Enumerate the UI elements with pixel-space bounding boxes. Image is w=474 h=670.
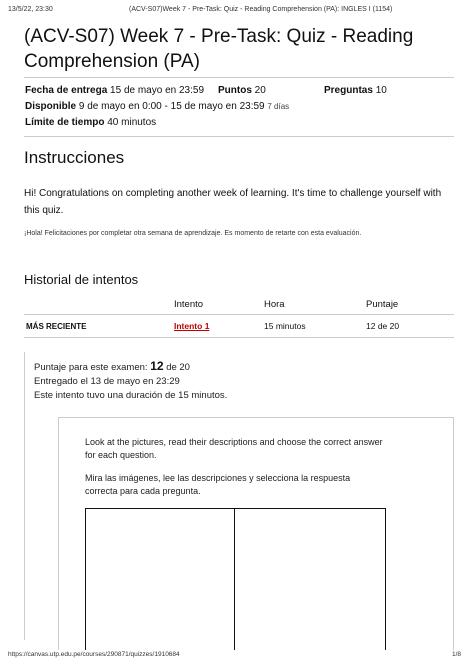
questions (324, 85, 387, 96)
divider (24, 136, 454, 137)
attempt-score: 12 de 20 (366, 315, 454, 338)
attempt-time: 15 minutos (264, 315, 366, 338)
column-header-label (24, 294, 174, 315)
print-page-title: (ACV-S07)Week 7 - Pre-Task: Quiz - Reading Comprehension (PA): INGLES I (1154) (129, 6, 393, 13)
summary-border (24, 352, 25, 640)
history-heading: Historial de intentos (24, 272, 139, 287)
availability (25, 101, 289, 112)
questions-value: 10 (375, 85, 387, 96)
attempt-duration: Este intento tuvo una duración de 15 minutos. (34, 390, 228, 401)
questions-label: Preguntas (324, 85, 373, 96)
points-label: Puntos (218, 85, 252, 96)
time-limit (25, 117, 156, 128)
due-label: Fecha de entrega (25, 85, 108, 96)
row-label: MÁS RECIENTE (24, 315, 174, 338)
print-datetime: 13/5/22, 23:30 (8, 6, 53, 13)
points (218, 85, 266, 96)
available-label: Disponible (25, 101, 77, 112)
table-row (24, 315, 454, 338)
column-header-time: Hora (264, 294, 366, 315)
column-header-score: Puntaje (366, 294, 454, 315)
history-header-row (24, 294, 454, 315)
time-limit-value: 40 minutos (107, 117, 157, 128)
column-header-attempt: Intento (174, 294, 264, 315)
score-summary (34, 359, 190, 373)
due-value: 15 de mayo en 23:59 (110, 85, 205, 96)
picture-table-divider (234, 508, 235, 650)
time-limit-label: Límite de tiempo (25, 117, 105, 128)
points-value: 20 (254, 85, 266, 96)
page-title: (ACV-S07) Week 7 - Pre-Task: Quiz - Reading Comprehension (PA) (24, 26, 414, 72)
due-date (25, 85, 204, 96)
instructions-text-en: Hi! Congratulations on completing another week of learning. It's time to challenge yourself with this quiz. (24, 188, 442, 216)
instructions-heading: Instrucciones (24, 148, 125, 167)
divider (24, 77, 454, 78)
available-days: 7 días (267, 102, 290, 111)
attempt-link[interactable]: Intento 1 (174, 321, 210, 331)
score-suffix: de 20 (166, 362, 190, 373)
score-prefix: Puntaje para este examen: (34, 362, 148, 373)
picture-table (85, 508, 386, 650)
instructions-text-es: ¡Hola! Felicitaciones por completar otra semana de aprendizaje. Es momento de retarte con esta evaluación. (24, 230, 362, 237)
available-value: 9 de mayo en 0:00 - 15 de mayo en 23:59 (78, 101, 265, 112)
question-text-es: Mira las imágenes, lee las descripciones y selecciona la respuesta correcta para cada pregunta. (85, 473, 351, 496)
score-value: 12 (150, 359, 164, 373)
print-page-number: 1/8 (452, 651, 462, 658)
history-table (24, 294, 454, 338)
submitted-date: Entregado el 13 de mayo en 23:29 (34, 376, 180, 387)
question-text-en: Look at the pictures, read their descriptions and choose the correct answer for each question. (85, 437, 383, 460)
print-url: https://canvas.utp.edu.pe/courses/290871/quizzes/1910684 (8, 651, 180, 658)
